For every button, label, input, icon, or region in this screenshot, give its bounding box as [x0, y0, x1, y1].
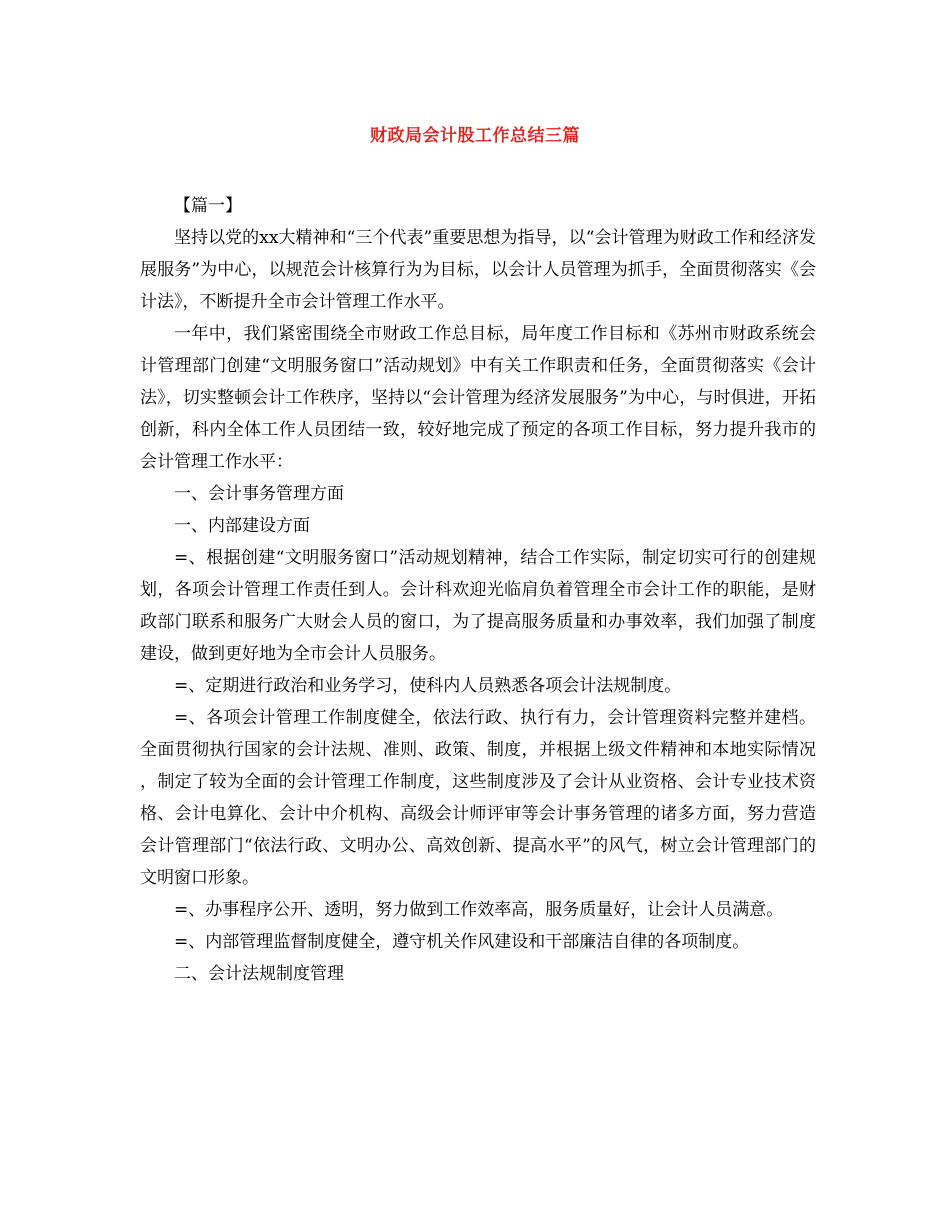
- paragraph: =、各项会计管理工作制度健全，依法行政、执行有力，会计管理资料完整并建档。全面贯彻执行国家的会计法规、准则、政策、制度，并根据上级文件精神和本地实际情况，制定了较为全面的会计管理工作制度，这些制度涉及了会计从业资格、会计专业技术资格、会计电算化、会计中介机构、高级会计师评审等会计事务管理的诸多方面，努力营造会计管理部门“依法行政、文明办公、高效创新、提高水平”的风气，树立会计管理部门的文明窗口形象。: [140, 708, 816, 888]
- document-body: [140, 190, 816, 990]
- paragraph: 一、内部建设方面: [174, 516, 310, 536]
- paragraph: 二、会计法规制度管理: [174, 964, 344, 984]
- document-title: 财政局会计股工作总结三篇: [370, 126, 580, 146]
- paragraph: =、根据创建“文明服务窗口”活动规划精神，结合工作实际，制定切实可行的创建规划，各项会计管理工作责任到人。会计科欢迎光临肩负着管理全市会计工作的职能，是财政部门联系和服务广大财会人员的窗口，为了提高服务质量和办事效率，我们加强了制度建设，做到更好地为全市会计人员服务。: [140, 548, 816, 664]
- paragraph: =、定期进行政治和业务学习，使科内人员熟悉各项会计法规制度。: [174, 676, 682, 696]
- paragraph: =、办事程序公开、透明，努力做到工作效率高，服务质量好，让会计人员满意。: [174, 900, 784, 920]
- paragraph: 一年中，我们紧密围绕全市财政工作总目标，局年度工作目标和《苏州市财政系统会计管理部门创建“文明服务窗口”活动规划》中有关工作职责和任务，全面贯彻落实《会计法》，切实整顿会计工作秩序，坚持以“会计管理为经济发展服务”为中心，与时俱进，开拓创新，科内全体工作人员团结一致，较好地完成了预定的各项工作目标，努力提升我市的会计管理工作水平：: [140, 324, 816, 472]
- section-heading: 【篇一】: [174, 196, 242, 216]
- paragraph: =、内部管理监督制度健全，遵守机关作风建设和干部廉洁自律的各项制度。: [174, 932, 750, 952]
- paragraph: 坚持以党的xx大精神和“三个代表”重要思想为指导，以“会计管理为财政工作和经济发展服务”为中心，以规范会计核算行为为目标，以会计人员管理为抓手，全面贯彻落实《会计法》，不断提升全市会计管理工作水平。: [140, 228, 816, 312]
- paragraph: 一、会计事务管理方面: [174, 484, 344, 504]
